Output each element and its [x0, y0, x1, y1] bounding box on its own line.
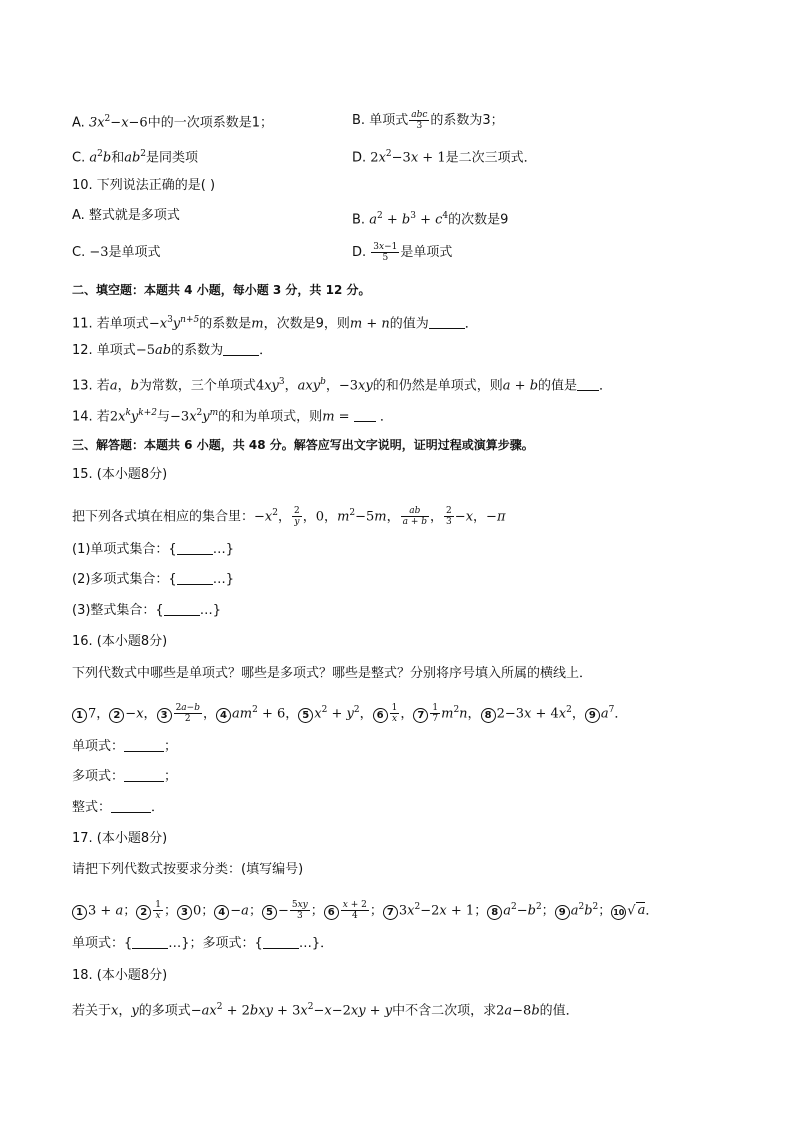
q10-stem: 10. 下列说法正确的是( )	[72, 178, 216, 193]
q17-head: 17. (本小题8分)	[72, 831, 168, 846]
q18-stem: 若关于x，y的多项式$-ax^2 + 2bxy + 3x^2-x-2xy + y$中不含二次项，求2a−8b的值．	[72, 1002, 579, 1019]
q15-set-1: (1)单项式集合：{ …}	[72, 542, 234, 557]
q16-expressions: 1 7， 2 −x， 3 $\frac{2a-b}{2}$ ， 4 $am^2 + 6$， 5 $x^2 + y^2$， 6 $\frac{1}{x}$ ， 7 $\frac{1}{7}$ $m^2n$， 8 $2-3x + 4x^2$， 9 $a^7$．	[72, 701, 627, 724]
q15-head: 15. (本小题8分)	[72, 467, 168, 482]
q9-option-c: C. $a^2b$和$ab^2$是同类项	[72, 149, 199, 166]
q17-stem: 请把下列代数式按要求分类：(填写编号)	[72, 862, 304, 877]
q15-set-2: (2)多项式集合：{ …}	[72, 572, 234, 587]
q16-head: 16. (本小题8分)	[72, 634, 168, 649]
q17-expressions: 1 3 + a； 2 $\frac{1}{x}$ ； 3 0； 4 −a； 5 − $\frac{5xy}{3}$ ； 6 $\frac{x + 2}{4}$ ； 7 $3x^2-2x + 1$； 8 $a^2-b^2$； 9 $a^2b^2$； 10 √ a．	[72, 898, 658, 921]
q15-set-3: (3)整式集合：{ …}	[72, 603, 221, 618]
q13: 13. 若a，b为常数，三个单项式$4xy^3$，axy$^b$，−3xy的和仍然是单项式，则a + b的值是 ．	[72, 377, 613, 394]
q10-option-c: C. −3是单项式	[72, 245, 161, 260]
section-2-title: 二、填空题：本题共 4 小题，每小题 3 分，共 12 分。	[72, 283, 371, 297]
q14: 14. 若$2x^ky^{k+2}$与$-3x^2y^m$的和为单项式，则m = ．	[72, 408, 393, 425]
q9-option-a: A. $3x^2-x-6$中的一次项系数是1；	[72, 114, 273, 131]
q16-answer-3: 整式： ．	[72, 800, 165, 815]
q10-option-b: B. $a^2 + b^3 + c^4$的次数是9	[352, 211, 509, 228]
q15-stem: 把下列各式填在相应的集合里：$-x^2$， $\frac{2}{y}$ ，0，$m^2-5m$， $\frac{ab}{a + b}$ ， $\frac{2}{3}$ −x，−π	[72, 506, 506, 528]
q10-option-a: A. 整式就是多项式	[72, 208, 180, 223]
q16-stem: 下列代数式中哪些是单项式？哪些是多项式？哪些是整式？分别将序号填入所属的横线上．	[72, 666, 593, 681]
q12: 12. 单项式−5ab的系数为 ．	[72, 343, 273, 358]
q11: 11. 若单项式$-x^3y^{n+5}$的系数是m，次数是9，则m + n的值为 ．	[72, 315, 478, 332]
q9-option-b: B. 单项式 $\frac{\text{abc}}{3}$ 的系数为3；	[352, 110, 504, 131]
q9-option-d: D. $2x^2-3x + 1$是二次三项式．	[352, 149, 537, 166]
section-3-title: 三、解答题：本题共 6 小题，共 48 分。解答应写出文字说明，证明过程或演算步骤。	[72, 438, 534, 452]
q18-head: 18. (本小题8分)	[72, 968, 168, 983]
q16-answer-2: 多项式： ；	[72, 769, 178, 784]
q16-answer-1: 单项式： ；	[72, 739, 178, 754]
q10-option-d: D. $\frac{3x-1}{5}$ 是单项式	[352, 242, 453, 263]
q17-answer: 单项式：{ …}；多项式：{ …}．	[72, 936, 334, 951]
